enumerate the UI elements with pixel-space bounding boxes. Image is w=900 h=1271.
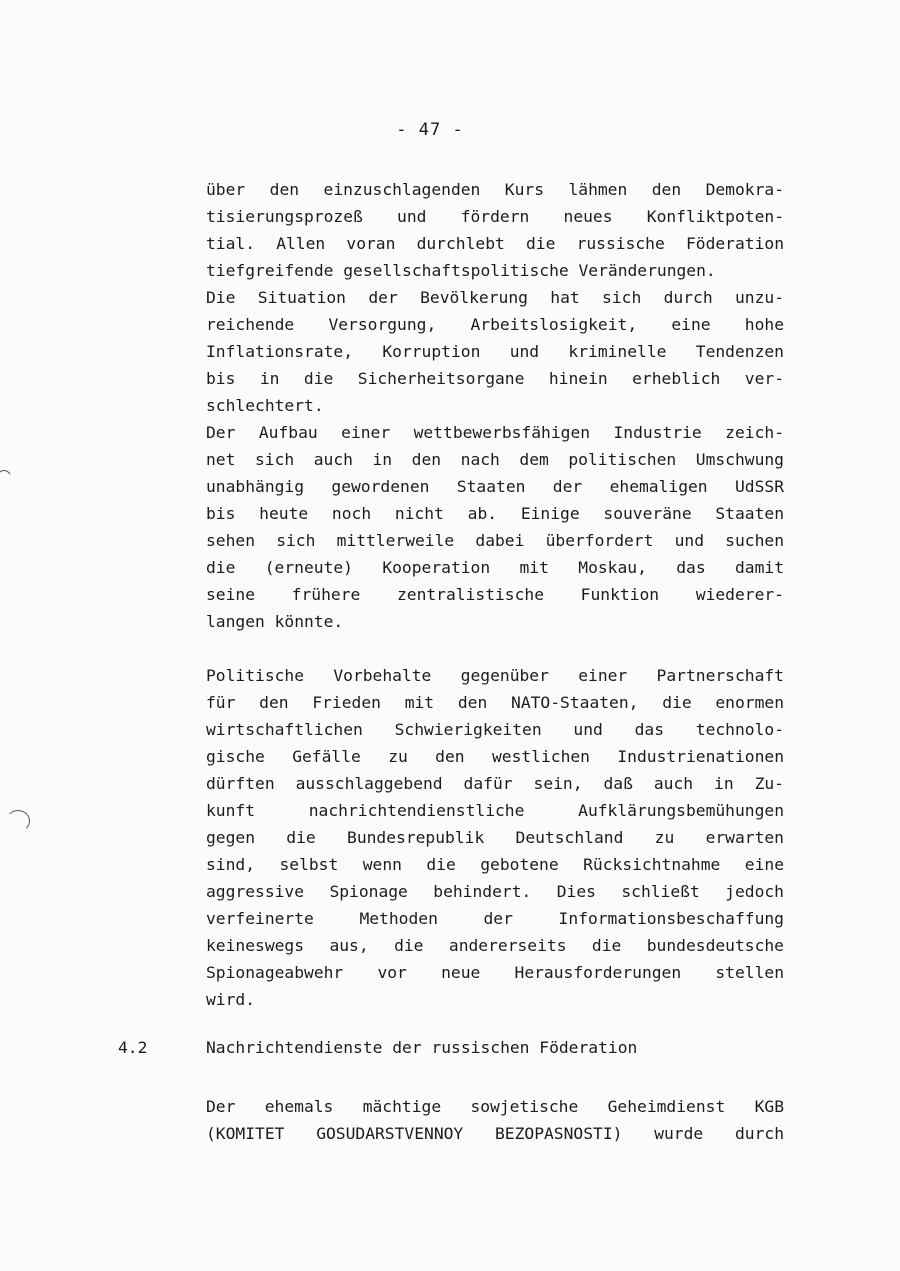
- text-line: Spionageabwehr vor neue Herausforderungen stellen: [206, 963, 784, 982]
- text-line: Der ehemals mächtige sowjetische Geheimdienst KGB: [206, 1097, 784, 1116]
- text-line: aggressive Spionage behindert. Dies schließt jedoch: [206, 882, 784, 901]
- text-line: schlechtert.: [206, 396, 324, 415]
- text-line: tial. Allen voran durchlebt die russische Föderation: [206, 234, 784, 253]
- text-line: Der Aufbau einer wettbewerbsfähigen Industrie zeich-: [206, 423, 784, 442]
- text-line: unabhängig gewordenen Staaten der ehemaligen UdSSR: [206, 477, 784, 496]
- text-line: tisierungsprozeß und fördern neues Konfliktpoten-: [206, 207, 784, 226]
- text-line: gische Gefälle zu den westlichen Industrienationen: [206, 747, 784, 766]
- text-line: wirtschaftlichen Schwierigkeiten und das technolo-: [206, 720, 784, 739]
- text-line: Inflationsrate, Korruption und kriminelle Tendenzen: [206, 342, 784, 361]
- text-line: (KOMITET GOSUDARSTVENNOY BEZOPASNOSTI) wurde durch: [206, 1124, 784, 1143]
- page-number: - 47 -: [396, 120, 464, 140]
- text-line: gegen die Bundesrepublik Deutschland zu erwarten: [206, 828, 784, 847]
- text-line: dürften ausschlaggebend dafür sein, daß auch in Zu-: [206, 774, 784, 793]
- binder-hole-mark: [0, 470, 14, 500]
- text-line: sind, selbst wenn die gebotene Rücksichtnahme eine: [206, 855, 784, 874]
- text-line: wird.: [206, 990, 256, 1009]
- section-title: Nachrichtendienste der russischen Föderation: [206, 1038, 638, 1057]
- text-line: Die Situation der Bevölkerung hat sich durch unzu-: [206, 288, 784, 307]
- text-line: über den einzuschlagenden Kurs lähmen den Demokra-: [206, 180, 784, 199]
- text-line: sehen sich mittlerweile dabei überfordert und suchen: [206, 531, 784, 550]
- text-line: bis heute noch nicht ab. Einige souveräne Staaten: [206, 504, 784, 523]
- text-line: keineswegs aus, die andererseits die bundesdeutsche: [206, 936, 784, 955]
- text-line: bis in die Sicherheitsorgane hinein erheblich ver-: [206, 369, 784, 388]
- text-line: kunft nachrichtendienstliche Aufklärungsbemühungen: [206, 801, 784, 820]
- section-number: 4.2: [118, 1038, 148, 1057]
- text-line: Politische Vorbehalte gegenüber einer Partnerschaft: [206, 666, 784, 685]
- text-line: seine frühere zentralistische Funktion wiederer-: [206, 585, 784, 604]
- text-line: langen könnte.: [206, 612, 344, 631]
- text-line: die (erneute) Kooperation mit Moskau, das damit: [206, 558, 784, 577]
- binder-hole-mark: [6, 810, 30, 832]
- paragraph-3: [206, 1093, 784, 1147]
- text-line: verfeinerte Methoden der Informationsbeschaffung: [206, 909, 784, 928]
- text-line: net sich auch in den nach dem politischen Umschwung: [206, 450, 784, 469]
- text-line: reichende Versorgung, Arbeitslosigkeit, eine hohe: [206, 315, 784, 334]
- text-line: tiefgreifende gesellschaftspolitische Veränderungen.: [206, 261, 716, 280]
- paragraph-2: [206, 662, 784, 1013]
- text-line: für den Frieden mit den NATO-Staaten, die enormen: [206, 693, 784, 712]
- paragraph-1: [206, 176, 784, 635]
